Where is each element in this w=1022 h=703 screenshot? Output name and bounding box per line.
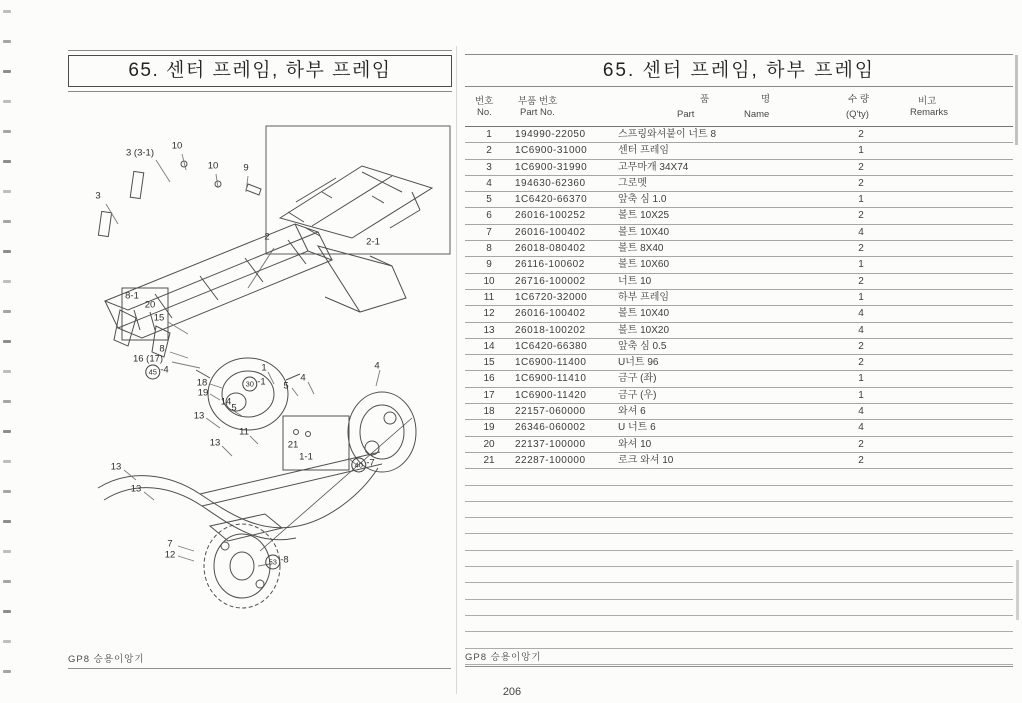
- row-name: 볼트 10X40: [618, 308, 670, 320]
- binding-mark: [3, 250, 11, 253]
- row-qty: 4: [858, 406, 864, 418]
- row-part: 26018-080402: [515, 243, 586, 255]
- header-name-en-1: Part: [677, 109, 695, 120]
- binding-mark: [3, 580, 11, 583]
- empty-ruled-line: [465, 469, 1013, 485]
- binding-mark: [3, 190, 11, 193]
- table-header: [465, 90, 1013, 127]
- part-callout: 8-1: [125, 290, 139, 302]
- row-part: 26016-100402: [515, 308, 586, 320]
- right-page-footer: GP8 승용이앙기: [465, 649, 1013, 667]
- row-name: 금구 (좌): [618, 373, 657, 385]
- table-row: [465, 225, 1013, 241]
- table-row: [465, 192, 1013, 208]
- row-part: 1C6720-32000: [515, 291, 588, 303]
- row-qty: 4: [858, 226, 864, 238]
- header-name-en-2: Name: [744, 109, 770, 120]
- row-name: 센터 프레임: [618, 145, 670, 157]
- part-callout: 9: [243, 162, 249, 174]
- table-row: [465, 453, 1013, 469]
- row-no: 8: [486, 243, 492, 255]
- table-row: [465, 274, 1013, 290]
- part-callout: 13: [110, 461, 122, 473]
- binding-mark: [3, 400, 11, 403]
- row-name: 고무마개 34X74: [618, 161, 689, 173]
- part-callout: 21: [287, 439, 299, 451]
- binding-mark: [3, 670, 11, 673]
- row-qty: 2: [858, 275, 864, 287]
- table-row: [465, 388, 1013, 404]
- circled-figure-ref: 53: [265, 555, 280, 570]
- empty-ruled-line: [465, 551, 1013, 567]
- binding-mark: [3, 310, 11, 313]
- row-qty: 2: [858, 438, 864, 450]
- header-qty-kr: 수 량: [848, 94, 869, 105]
- row-no: 21: [483, 454, 495, 466]
- row-qty: 1: [858, 389, 864, 401]
- row-no: 4: [486, 177, 492, 189]
- row-name: 볼트 10X25: [618, 210, 670, 222]
- row-name: 볼트 8X40: [618, 243, 664, 255]
- row-part: 1C6420-66370: [515, 194, 588, 206]
- row-part: 26016-100252: [515, 210, 586, 222]
- table-row: [465, 323, 1013, 339]
- table-row: [465, 306, 1013, 322]
- row-qty: 1: [858, 194, 864, 206]
- part-callout: 30 -1: [242, 377, 265, 392]
- part-callout: 8: [159, 343, 165, 355]
- part-callout: 13: [193, 410, 205, 422]
- row-name: 와셔 10: [618, 438, 652, 450]
- binding-mark: [3, 130, 11, 133]
- row-name: 볼트 10X20: [618, 324, 670, 336]
- part-callout: 40 -7: [351, 458, 374, 473]
- binding-mark: [3, 160, 11, 163]
- row-part: 26716-100002: [515, 275, 586, 287]
- circled-figure-ref: 40: [351, 458, 366, 473]
- row-part: 22137-100000: [515, 438, 586, 450]
- row-part: 194990-22050: [515, 129, 586, 140]
- row-qty: 1: [858, 145, 864, 157]
- row-part: 22287-100000: [515, 454, 586, 466]
- table-row: [465, 160, 1013, 176]
- row-part: 1C6900-31000: [515, 145, 588, 157]
- binding-mark: [3, 40, 11, 43]
- part-callout: 19: [197, 387, 209, 399]
- row-name: 금구 (우): [618, 389, 657, 401]
- circled-figure-ref: 45: [145, 365, 160, 380]
- part-callout: 10: [171, 140, 183, 152]
- row-qty: 2: [858, 177, 864, 189]
- empty-ruled-line: [465, 616, 1013, 632]
- empty-ruled-line: [465, 567, 1013, 583]
- row-no: 12: [483, 308, 495, 320]
- binding-mark: [3, 550, 11, 553]
- table-row: [465, 176, 1013, 192]
- binding-mark: [3, 220, 11, 223]
- header-no-kr: 번호: [475, 96, 494, 107]
- binding-mark: [3, 490, 11, 493]
- row-no: 1: [486, 129, 492, 140]
- exploded-parts-diagram: [60, 96, 452, 644]
- part-callout: 53 -8: [265, 555, 288, 570]
- empty-ruled-line: [465, 583, 1013, 599]
- binding-mark: [3, 640, 11, 643]
- part-callout: 2: [264, 231, 270, 243]
- empty-ruled-line: [465, 518, 1013, 534]
- row-qty: 2: [858, 129, 864, 140]
- table-row: [465, 404, 1013, 420]
- part-callout: 18: [196, 377, 208, 389]
- row-qty: 2: [858, 210, 864, 222]
- row-name: 와셔 6: [618, 406, 646, 418]
- row-name: U 너트 6: [618, 422, 656, 434]
- empty-ruled-line: [465, 502, 1013, 518]
- header-part-kr: 부품 번호: [518, 96, 558, 107]
- empty-ruled-line: [465, 486, 1013, 502]
- binding-mark: [3, 370, 11, 373]
- part-callout: 10: [207, 160, 219, 172]
- row-part: 22157-060000: [515, 406, 586, 418]
- left-page-title-block: [68, 50, 452, 92]
- part-callout: 16 (17): [132, 353, 164, 365]
- row-name: 로크 와셔 10: [618, 454, 674, 466]
- row-name: 볼트 10X60: [618, 259, 670, 271]
- right-page-title: 65. 센터 프레임, 하부 프레임: [465, 54, 1013, 87]
- page-crease-divider: [456, 46, 457, 694]
- row-no: 9: [486, 259, 492, 271]
- binding-mark: [3, 520, 11, 523]
- row-name: 앞축 심 1.0: [618, 194, 667, 206]
- table-row: [465, 143, 1013, 159]
- table-row: [465, 257, 1013, 273]
- row-qty: 2: [858, 161, 864, 173]
- row-no: 2: [486, 145, 492, 157]
- part-callout: 15: [153, 312, 165, 324]
- row-no: 11: [483, 291, 495, 303]
- binding-mark: [3, 430, 11, 433]
- part-callout: 5: [283, 380, 289, 392]
- row-qty: 2: [858, 243, 864, 255]
- row-no: 19: [483, 422, 495, 434]
- row-name: 하부 프레임: [618, 291, 670, 303]
- page-number: 206: [502, 686, 522, 698]
- row-part: 1C6900-11410: [515, 373, 587, 385]
- circled-figure-ref: 30: [242, 377, 257, 392]
- row-no: 16: [483, 373, 495, 385]
- row-name: 그로멧: [618, 177, 647, 189]
- scan-edge-artifact: [1015, 55, 1018, 145]
- row-no: 6: [486, 210, 492, 222]
- header-qty-en: (Q'ty): [846, 109, 869, 120]
- binding-mark: [3, 460, 11, 463]
- empty-ruled-line: [465, 600, 1013, 616]
- header-part-en: Part No.: [520, 107, 555, 118]
- row-name: 너트 10: [618, 275, 652, 287]
- part-callout: 7: [167, 538, 173, 550]
- row-no: 17: [483, 389, 495, 401]
- row-no: 10: [483, 275, 495, 287]
- part-callout: 1-1: [299, 451, 313, 463]
- part-callout: 14: [220, 396, 232, 408]
- row-name: 볼트 10X40: [618, 226, 670, 238]
- left-page-title: 65. 센터 프레임, 하부 프레임: [68, 55, 452, 87]
- part-callout: 2-1: [366, 236, 380, 248]
- row-qty: 2: [858, 340, 864, 352]
- row-no: 7: [486, 226, 492, 238]
- table-row: [465, 371, 1013, 387]
- row-no: 20: [483, 438, 495, 450]
- part-callout: 5: [231, 402, 237, 414]
- row-qty: 4: [858, 422, 864, 434]
- row-no: 15: [483, 357, 495, 369]
- row-name: 앞축 심 0.5: [618, 340, 667, 352]
- row-qty: 2: [858, 357, 864, 369]
- table-row: [465, 437, 1013, 453]
- table-row: [465, 420, 1013, 436]
- table-row: [465, 290, 1013, 306]
- part-callout: 4: [300, 372, 306, 384]
- left-page-footer: GP8 승용이앙기: [68, 651, 451, 669]
- table-row: [465, 241, 1013, 257]
- row-qty: 1: [858, 373, 864, 385]
- binding-mark: [3, 280, 11, 283]
- row-qty: 2: [858, 454, 864, 466]
- empty-ruled-line: [465, 534, 1013, 550]
- part-callout: 4: [374, 360, 380, 372]
- parts-table-rows: [465, 127, 1013, 665]
- row-no: 5: [486, 194, 492, 206]
- row-name: 스프링와셔붙이 너트 8: [618, 129, 717, 140]
- parts-list-page: [462, 0, 1014, 703]
- table-row: [465, 127, 1013, 143]
- row-part: 194630-62360: [515, 177, 586, 189]
- row-no: 14: [483, 340, 495, 352]
- binding-mark: [3, 340, 11, 343]
- row-no: 18: [483, 406, 495, 418]
- table-row: [465, 355, 1013, 371]
- header-name-kr-2: 명: [761, 94, 771, 105]
- row-qty: 1: [858, 291, 864, 303]
- table-row: [465, 208, 1013, 224]
- row-qty: 4: [858, 308, 864, 320]
- part-callout: 12: [164, 549, 176, 561]
- header-remarks-en: Remarks: [910, 107, 949, 118]
- part-callout: 45 -4: [145, 365, 168, 380]
- part-callout: 13: [130, 483, 142, 495]
- table-row: [465, 339, 1013, 355]
- header-remarks-kr: 비고: [918, 96, 937, 107]
- row-part: 1C6900-11420: [515, 389, 587, 401]
- row-qty: 1: [858, 259, 864, 271]
- part-callout: 3 (3-1): [126, 147, 154, 159]
- frame-drawing: [60, 96, 452, 644]
- row-name: U너트 96: [618, 357, 659, 369]
- header-no-en: No.: [477, 107, 492, 118]
- title-rule-top: [68, 50, 452, 51]
- row-part: 26346-060002: [515, 422, 586, 434]
- row-no: 3: [486, 161, 492, 173]
- row-qty: 4: [858, 324, 864, 336]
- part-callout: 1: [261, 362, 267, 374]
- part-callout: 20: [144, 299, 156, 311]
- empty-ruled-line: [465, 632, 1013, 648]
- binding-mark: [3, 100, 11, 103]
- row-part: 1C6900-11400: [515, 357, 587, 369]
- part-callout: 3: [95, 190, 101, 202]
- part-callout: 13: [209, 437, 221, 449]
- binding-mark: [3, 70, 11, 73]
- row-part: 1C6900-31990: [515, 161, 588, 173]
- part-callout: 11: [239, 426, 249, 438]
- binding-mark: [3, 10, 11, 13]
- row-part: 26116-100602: [515, 259, 585, 271]
- scan-edge-artifact: [1016, 560, 1019, 620]
- row-part: 1C6420-66380: [515, 340, 588, 352]
- row-no: 13: [483, 324, 495, 336]
- row-part: 26016-100402: [515, 226, 586, 238]
- header-name-kr-1: 품: [700, 94, 710, 105]
- title-rule-bottom: [68, 91, 452, 92]
- row-part: 26018-100202: [515, 324, 586, 336]
- binding-mark: [3, 610, 11, 613]
